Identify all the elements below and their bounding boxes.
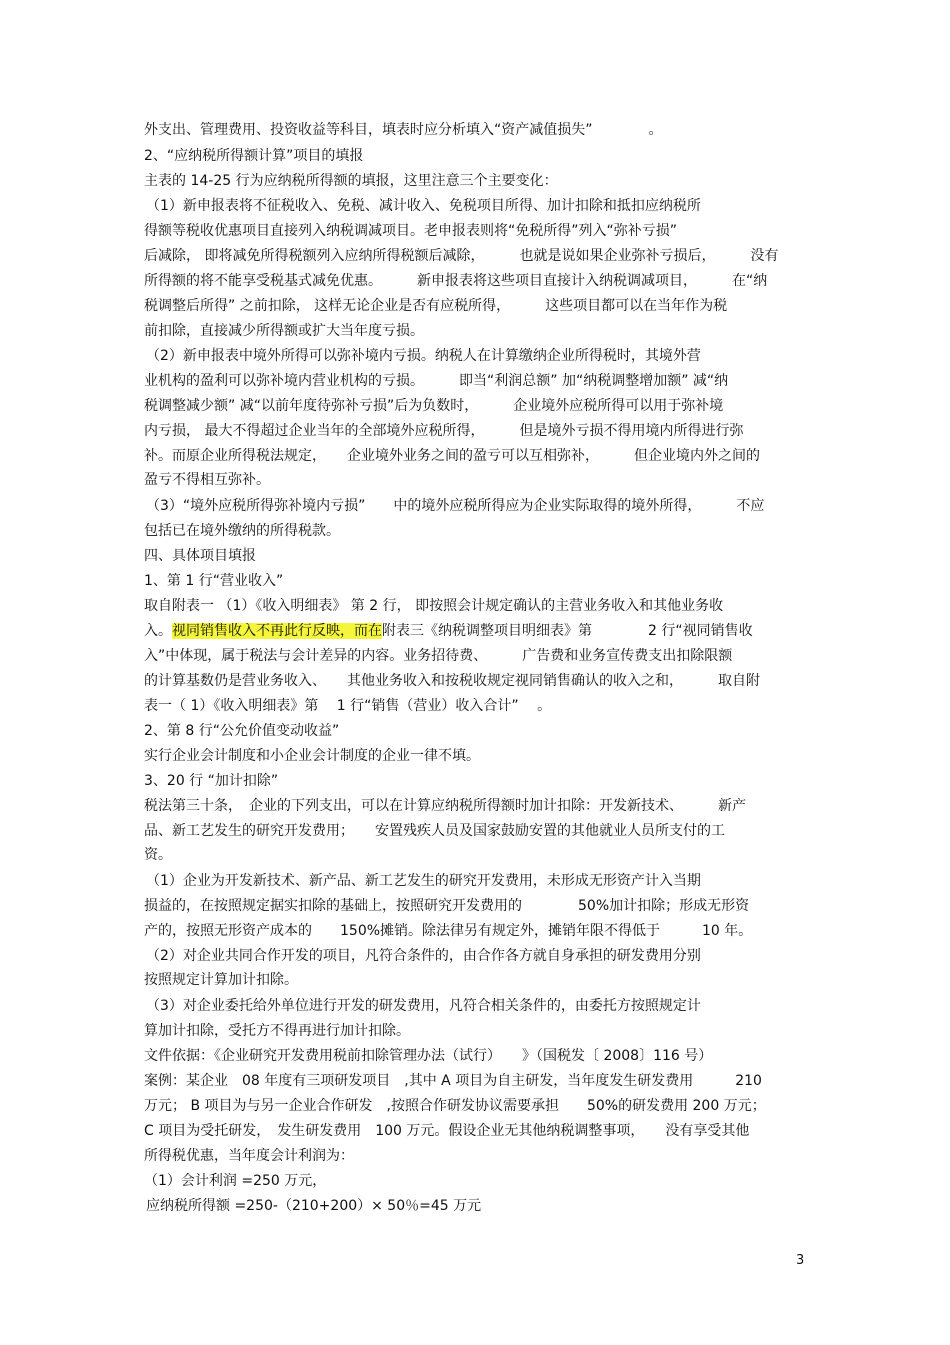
- text-line: 入”中体现，属于税法与会计差异的内容。业务招待费、 广告费和业务宣传费支出扣除限额: [144, 648, 733, 664]
- text-line: 所得税优惠，当年度会计利润为：: [144, 1148, 354, 1164]
- page-number: 3: [796, 1253, 805, 1268]
- text-line: （2）新申报表中境外所得可以弥补境内亏损。纳税人在计算缴纳企业所得税时，其境外营: [146, 348, 701, 364]
- highlighted-text: 视同销售收入不再此行反映，而在: [172, 623, 382, 639]
- text-line: 所得额的将不能享受税基式减免优惠。 新申报表将这些项目直接计入纳税调减项目， 在“纳: [144, 273, 768, 289]
- text-line: 主表的 14-25 行为应纳税所得额的填报，这里注意三个主要变化：: [144, 173, 558, 189]
- text-line: （1）会计利润 =250 万元，: [144, 1173, 327, 1189]
- text-line: 2、第 8 行“公允价值变动收益”: [144, 723, 340, 739]
- text-line: 取自附表一 （1）《收入明细表》 第 2 行， 即按照会计规定确认的主营业务收入和其他业务收: [144, 598, 724, 614]
- text-line: 四、具体项目填报: [144, 548, 256, 564]
- text-line: 算加计扣除，受托方不得再进行加计扣除。: [144, 1023, 410, 1039]
- text-line: 3、20 行 “加计扣除”: [144, 773, 279, 789]
- text-line: （1）新申报表将不征税收入、免税、减计收入、免税项目所得、加计扣除和抵扣应纳税所: [146, 198, 701, 214]
- text-line: 应纳税所得额 =250-（210+200）× 50％=45 万元: [146, 1198, 482, 1214]
- text-line: 得额等税收优惠项目直接列入纳税调减项目。老申报表则将“免税所得”列入“弥补亏损”: [144, 223, 678, 239]
- text-line: 品、新工艺发生的研究开发费用； 安置残疾人员及国家鼓励安置的其他就业人员所支付的工: [144, 823, 725, 839]
- text-line: 文件依据：《企业研究开发费用税前扣除管理办法（试行） 》（国税发〔 2008〕116 号）: [144, 1048, 713, 1064]
- text-line: 补。而原企业所得税法规定， 企业境外业务之间的盈亏可以互相弥补， 但企业境内外之间的: [144, 448, 760, 464]
- text-line: 1、第 1 行“营业收入”: [144, 573, 284, 589]
- text-line: （1）企业为开发新技术、新产品、新工艺发生的研究开发费用，未形成无形资产计入当期: [146, 873, 701, 889]
- text-line: 内亏损， 最大不得超过企业当年的全部境外应税所得， 但是境外亏损不得用境内所得进行弥: [144, 423, 744, 439]
- text-line: （3）“境外应税所得弥补境内亏损” 中的境外应税所得应为企业实际取得的境外所得， 不应: [146, 498, 765, 514]
- text-line: 业机构的盈利可以弥补境内营业机构的亏损。 即当“利润总额” 加“纳税调整增加额” 减“纳: [144, 373, 729, 389]
- text-line: 表一（ 1）《收入明细表》第 1 行“销售（营业）收入合计” 。: [144, 698, 552, 714]
- text-line: 实行企业会计制度和小企业会计制度的企业一律不填。: [144, 748, 480, 764]
- text-line: 外支出、管理费用、投资收益等科目，填表时应分析填入“资产减值损失” 。: [144, 122, 663, 138]
- text-segment: 入。: [144, 623, 172, 639]
- text-line: 2、“应纳税所得额计算”项目的填报: [144, 148, 364, 164]
- text-line: 税法第三十条， 企业的下列支出，可以在计算应纳税所得额时加计扣除：开发新技术、 新产: [144, 798, 746, 814]
- text-line: 万元； B 项目为与另一企业合作研发 ,按照合作研发协议需要承担 50%的研发费用 200 万元；: [144, 1098, 766, 1114]
- text-line: 包括已在境外缴纳的所得税款。: [144, 523, 340, 539]
- text-line: 后减除， 即将减免所得税额列入应纳所得税额后减除， 也就是说如果企业弥补亏损后， 没有: [144, 248, 779, 264]
- text-line: 损益的，在按照规定据实扣除的基础上，按照研究开发费用的 50%加计扣除；形成无形资: [144, 898, 750, 914]
- text-line: 税调整减少额” 减“以前年度待弥补亏损”后为负数时， 企业境外应税所得可以用于弥补境: [144, 398, 724, 414]
- text-line: （2）对企业共同合作开发的项目，凡符合条件的，由合作各方就自身承担的研发费用分别: [146, 948, 701, 964]
- text-line: [144, 619, 816, 643]
- text-line: （3）对企业委托给外单位进行开发的研发费用，凡符合相关条件的，由委托方按照规定计: [146, 998, 701, 1014]
- text-line: 前扣除，直接减少所得额或扩大当年度亏损。: [144, 323, 424, 339]
- text-line: C 项目为受托研发， 发生研发费用 100 万元。假设企业无其他纳税调整事项， 没有享受其他: [144, 1123, 750, 1139]
- text-segment: 附表三《纳税调整项目明细表》第 2 行“视同销售收: [382, 623, 753, 639]
- text-line: 按照规定计算加计扣除。: [144, 972, 298, 988]
- text-line: 盈亏不得相互弥补。: [144, 472, 270, 488]
- text-line: 资。: [144, 847, 172, 863]
- text-line: 产的，按照无形资产成本的 150%摊销。除法律另有规定外，摊销年限不得低于 10 年。: [144, 923, 753, 939]
- text-line: 案例：某企业 08 年度有三项研发项目 ,其中 A 项目为自主研发，当年度发生研发费用 210: [144, 1073, 762, 1089]
- text-line: 的计算基数仍是营业务收入、 其他业务收入和按税收规定视同销售确认的收入之和， 取自附: [144, 673, 760, 689]
- text-line: 税调整后所得” 之前扣除， 这样无论企业是否有应税所得， 这些项目都可以在当年作为税: [144, 298, 728, 314]
